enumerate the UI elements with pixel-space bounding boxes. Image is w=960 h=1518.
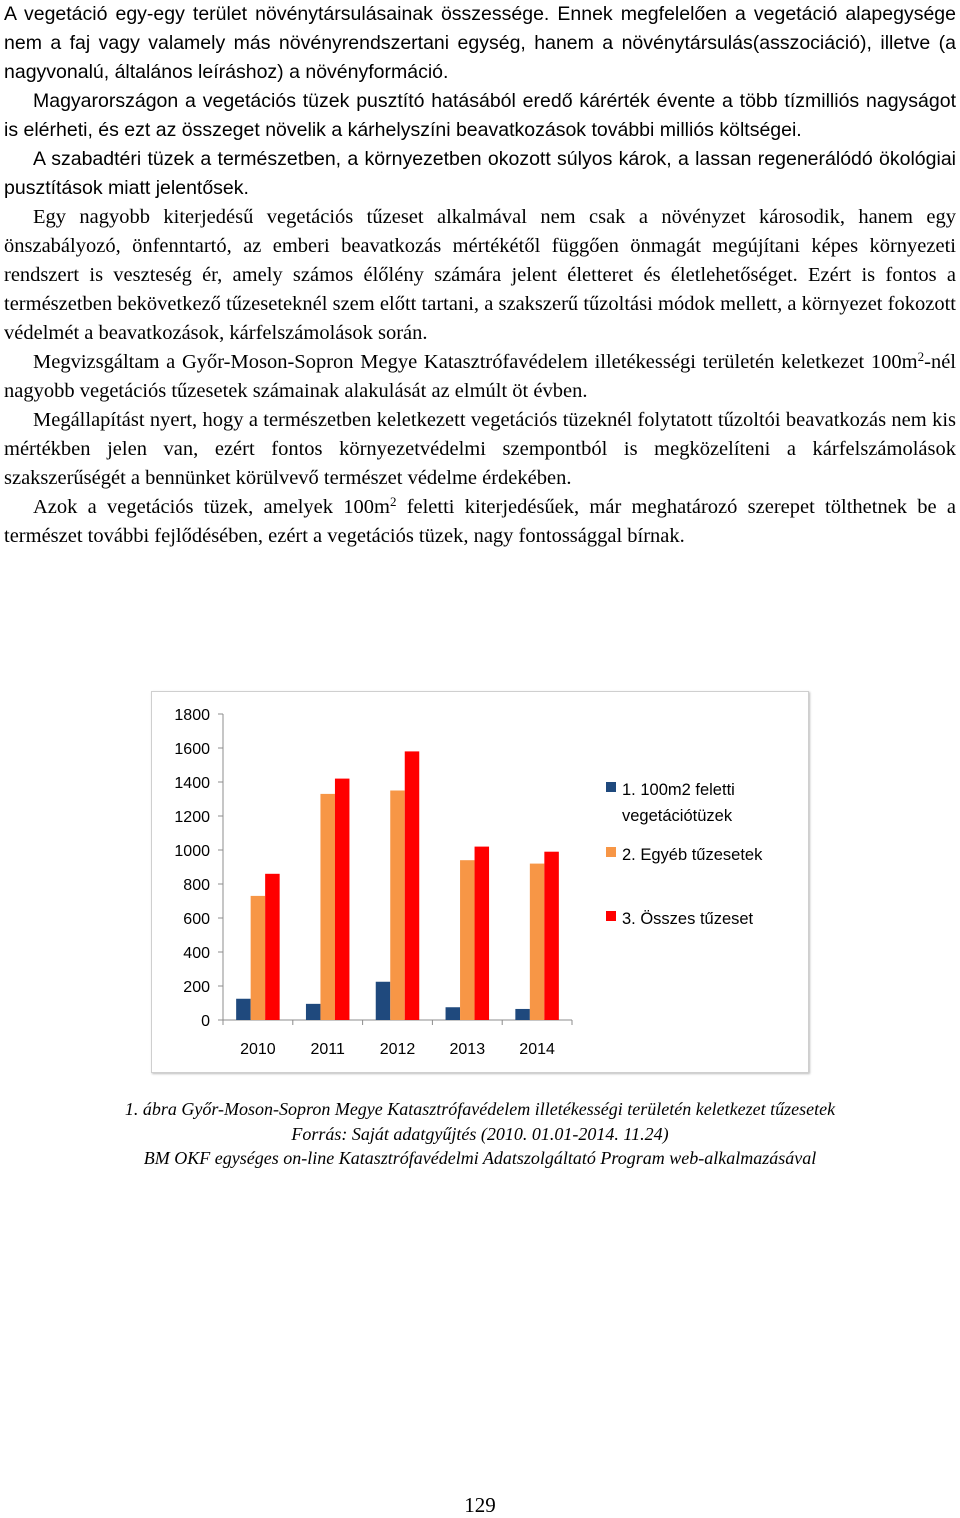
superscript-two: 2: [389, 494, 397, 509]
y-tick-label: 1200: [174, 809, 210, 826]
bar-3-2014: [544, 852, 559, 1020]
figure-caption-line-3: BM OKF egységes on-line Katasztrófavédelmi Adatszolgáltató Program web-alkalmazásával: [143, 1148, 817, 1168]
investigation-text-end: -nél nagyobb vegetációs tűzesetek számainak alakulását az elmúlt öt évben.: [4, 351, 956, 402]
legend-swatch-2: [606, 847, 616, 857]
bar-3-2012: [405, 751, 420, 1020]
legend-label-2: 2. Egyéb tűzesetek: [622, 846, 763, 864]
bar-3-2013: [475, 847, 490, 1020]
y-tick-label: 400: [183, 945, 210, 962]
conclusion-text-end: feletti kiterjedésűek, már meghatározó szerepet tölthetnek be a természet további fejlődésében, ezért a vegetációs tüzek, nagy fontossággal bírnak.: [4, 496, 956, 547]
x-tick-label: 2013: [449, 1041, 486, 1058]
x-tick-label: 2010: [240, 1041, 276, 1058]
paragraph-conclusion: [4, 493, 956, 551]
bar-2-2011: [320, 794, 335, 1020]
bar-1-2011: [306, 1004, 321, 1020]
bar-2-2012: [390, 791, 405, 1021]
conclusion-text-start: Azok a vegetációs tüzek, amelyek 100m: [33, 496, 390, 518]
document-body: [4, 0, 956, 551]
x-tick-label: 2012: [379, 1041, 416, 1058]
bar-2-2013: [460, 860, 475, 1020]
bar-1-2013: [446, 1007, 461, 1020]
paragraph-outdoor-fires: A szabadtéri tüzek a természetben, a környezetben okozott súlyos károk, a lassan regenerálódó ökológiai pusztítások miatt jelentősek.: [4, 148, 956, 199]
y-tick-label: 800: [183, 877, 210, 894]
y-tick-label: 600: [183, 911, 210, 928]
y-tick-label: 1800: [174, 707, 210, 724]
page-number: 129: [464, 1493, 496, 1517]
investigation-text-start: Megvizsgáltam a Győr-Moson-Sopron Megye Katasztrófavédelem illetékességi területén keletkezet 100m: [33, 351, 918, 373]
bar-2-2010: [251, 896, 266, 1020]
figure-caption-line-1: 1. ábra Győr-Moson-Sopron Megye Katasztrófavédelem illetékességi területén keletkezet tűzesetek: [124, 1099, 836, 1119]
paragraph-vegetation-definition: A vegetáció egy-egy terület növénytársulásainak összessége. Ennek megfelelően a vegetáció alapegysége nem a faj vagy valamely más növényrendszertani egység, hanem a növénytársulás(asszociáció), illetve (a nagyvonalú, általános leíráshoz) a növényformáció.: [4, 3, 956, 83]
legend-label-3: 3. Összes tűzeset: [622, 910, 754, 928]
y-tick-label: 1000: [174, 843, 210, 860]
chart-svg: [152, 692, 808, 1072]
bar-1-2012: [376, 982, 391, 1020]
fire-statistics-chart: [151, 691, 809, 1073]
superscript-two: 2: [917, 349, 925, 364]
legend-swatch-3: [606, 911, 616, 921]
figure-caption-line-2: Forrás: Saját adatgyűjtés (2010. 01.01-2014. 11.24): [291, 1124, 669, 1144]
legend-swatch-1: [606, 782, 616, 792]
y-tick-label: 1400: [174, 775, 210, 792]
x-tick-label: 2014: [519, 1041, 555, 1058]
bar-2-2014: [530, 864, 545, 1020]
y-tick-label: 1600: [174, 741, 210, 758]
y-tick-label: 0: [201, 1013, 210, 1030]
bar-1-2014: [515, 1009, 530, 1020]
bar-3-2011: [335, 779, 350, 1020]
paragraph-investigation: [4, 348, 956, 406]
x-tick-label: 2011: [310, 1041, 345, 1058]
legend-label-1: vegetációtüzek: [622, 807, 733, 825]
y-tick-label: 200: [183, 979, 210, 996]
bar-3-2010: [265, 874, 280, 1020]
bar-1-2010: [236, 999, 251, 1020]
paragraph-finding: Megállapítást nyert, hogy a természetben keletkezett vegetációs tüzeknél folytatott tűzoltói beavatkozás nem kis mértékben jelen van, ezért fontos környezetvédelmi szempontból is megközelíteni a kárfelszámolások szakszerűségét a bennünket körülvevő természet védelme érdekében.: [4, 409, 956, 489]
legend-label-1: 1. 100m2 feletti: [622, 781, 735, 799]
paragraph-damage-value: Magyarországon a vegetációs tüzek pusztító hatásából eredő kárérték évente a több tízmilliós nagyságot is elérheti, és ezt az összeget növelik a kárhelyszíni beavatkozások további milliós költségei.: [4, 90, 956, 141]
paragraph-large-fire: Egy nagyobb kiterjedésű vegetációs tűzeset alkalmával nem csak a növényzet károsodik, hanem egy önszabályozó, önfenntartó, az emberi beavatkozás mértékétől függően önmagát megújítani képes környezeti rendszert is veszteség ér, amely számos élőlény számára jelent életteret és életlehetőséget. Ezért is fontos a természetben bekövetkező tűzeseteknél szem előtt tartani, a szakszerű tűzoltási módok mellett, a környezet fokozott védelmét a beavatkozások, kárfelszámolások során.: [4, 206, 956, 344]
